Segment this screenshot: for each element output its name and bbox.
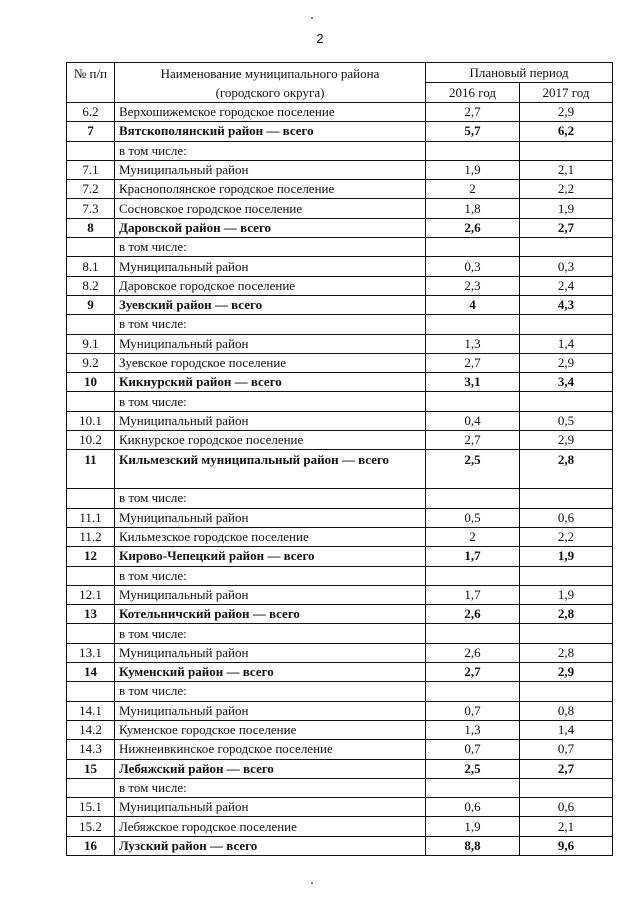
row-value-2017: 0,3 (520, 257, 613, 276)
scan-speck (311, 17, 313, 19)
row-number: 11.1 (67, 508, 115, 527)
row-value-2016: 2,5 (426, 759, 520, 778)
row-value-2016: 2,5 (426, 450, 520, 489)
row-number: 13.1 (67, 643, 115, 662)
row-value-2017: 0,6 (520, 508, 613, 527)
row-name: в том числе: (115, 778, 426, 797)
row-number: 7.2 (67, 180, 115, 199)
row-number: 10 (67, 373, 115, 392)
row-value-2016: 0,4 (426, 411, 520, 430)
row-name: Муниципальный район (115, 798, 426, 817)
table-row (67, 257, 613, 276)
row-name: Куменское городское поселение (115, 720, 426, 739)
table-row (67, 624, 613, 643)
row-number (67, 238, 115, 257)
table-row (67, 141, 613, 160)
table-row (67, 103, 613, 122)
row-number (67, 624, 115, 643)
table-row (67, 373, 613, 392)
table-row (67, 508, 613, 527)
row-name: Муниципальный район (115, 257, 426, 276)
row-value-2017: 2,8 (520, 643, 613, 662)
row-number (67, 682, 115, 701)
row-number: 15 (67, 759, 115, 778)
row-value-2017: 1,9 (520, 199, 613, 218)
row-name: Кильмезское городское поселение (115, 527, 426, 546)
table-row (67, 817, 613, 836)
header-name (115, 63, 426, 103)
row-name: Вятскополянский район — всего (115, 122, 426, 141)
table-row (67, 411, 613, 430)
row-number: 9.1 (67, 334, 115, 353)
header-year-2017: 2017 год (520, 83, 613, 103)
row-value-2016 (426, 315, 520, 334)
row-name: в том числе: (115, 315, 426, 334)
row-name: Муниципальный район (115, 508, 426, 527)
row-number: 6.2 (67, 103, 115, 122)
table-row (67, 836, 613, 855)
table-row (67, 759, 613, 778)
row-number (67, 392, 115, 411)
row-value-2016: 1,3 (426, 334, 520, 353)
row-number: 7 (67, 122, 115, 141)
row-value-2016: 1,7 (426, 585, 520, 604)
row-value-2017 (520, 238, 613, 257)
row-value-2017: 2,4 (520, 276, 613, 295)
table-row (67, 605, 613, 624)
row-value-2017 (520, 489, 613, 508)
row-value-2016: 1,3 (426, 720, 520, 739)
row-number (67, 566, 115, 585)
row-name: Краснополянское городское поселение (115, 180, 426, 199)
row-name: Зуевский район — всего (115, 295, 426, 314)
row-number: 8.1 (67, 257, 115, 276)
row-number: 15.1 (67, 798, 115, 817)
row-value-2016: 2 (426, 180, 520, 199)
row-value-2017: 2,1 (520, 160, 613, 179)
row-name: в том числе: (115, 624, 426, 643)
row-number: 14.1 (67, 701, 115, 720)
table-row (67, 218, 613, 237)
row-value-2016 (426, 624, 520, 643)
row-name: Кильмезский муниципальный район — всего (115, 450, 426, 489)
row-name: Котельничский район — всего (115, 605, 426, 624)
row-value-2016 (426, 566, 520, 585)
header-name-line1: Наименование муниципального района (160, 66, 380, 81)
row-value-2017: 2,9 (520, 353, 613, 372)
row-value-2016: 1,7 (426, 547, 520, 566)
row-value-2017 (520, 624, 613, 643)
row-value-2016: 2 (426, 527, 520, 546)
row-number: 16 (67, 836, 115, 855)
table-row (67, 798, 613, 817)
row-name: Муниципальный район (115, 643, 426, 662)
row-number: 8.2 (67, 276, 115, 295)
table-row (67, 450, 613, 489)
row-value-2017: 0,8 (520, 701, 613, 720)
table-row (67, 238, 613, 257)
row-value-2016: 0,6 (426, 798, 520, 817)
table-row (67, 295, 613, 314)
row-name: в том числе: (115, 392, 426, 411)
row-value-2017: 2,8 (520, 450, 613, 489)
table-row (67, 720, 613, 739)
row-value-2016: 2,7 (426, 431, 520, 450)
row-value-2017: 2,2 (520, 527, 613, 546)
row-value-2016 (426, 682, 520, 701)
row-name: Муниципальный район (115, 411, 426, 430)
row-number: 12.1 (67, 585, 115, 604)
row-value-2016: 2,6 (426, 218, 520, 237)
row-value-2017: 9,6 (520, 836, 613, 855)
row-value-2016: 2,6 (426, 605, 520, 624)
row-number: 13 (67, 605, 115, 624)
row-number: 8 (67, 218, 115, 237)
row-value-2017: 1,9 (520, 585, 613, 604)
row-name: Лузский район — всего (115, 836, 426, 855)
table-row (67, 701, 613, 720)
row-number: 14.2 (67, 720, 115, 739)
row-value-2017: 2,9 (520, 103, 613, 122)
table-row (67, 489, 613, 508)
row-value-2017: 2,7 (520, 759, 613, 778)
header-year-2016: 2016 год (426, 83, 520, 103)
header-name-line2: (городского округа) (215, 85, 325, 100)
table-row (67, 682, 613, 701)
row-number: 15.2 (67, 817, 115, 836)
row-name: Кирово-Чепецкий район — всего (115, 547, 426, 566)
row-value-2017: 2,7 (520, 218, 613, 237)
row-name: в том числе: (115, 489, 426, 508)
row-value-2017: 3,4 (520, 373, 613, 392)
table-row (67, 527, 613, 546)
row-number: 11.2 (67, 527, 115, 546)
row-number: 12 (67, 547, 115, 566)
row-value-2017: 4,3 (520, 295, 613, 314)
row-number: 9.2 (67, 353, 115, 372)
row-name: Даровское городское поселение (115, 276, 426, 295)
row-value-2016: 2,7 (426, 353, 520, 372)
row-value-2016 (426, 141, 520, 160)
row-value-2016: 0,5 (426, 508, 520, 527)
row-value-2017 (520, 315, 613, 334)
row-number: 14.3 (67, 740, 115, 759)
row-value-2017: 2,2 (520, 180, 613, 199)
row-value-2016 (426, 392, 520, 411)
row-name: Даровской район — всего (115, 218, 426, 237)
row-number: 7.1 (67, 160, 115, 179)
page-number: 2 (316, 31, 324, 46)
row-value-2017 (520, 392, 613, 411)
table-row (67, 199, 613, 218)
row-name: Куменский район — всего (115, 663, 426, 682)
row-number: 9 (67, 295, 115, 314)
table-row (67, 180, 613, 199)
row-value-2017: 0,6 (520, 798, 613, 817)
row-value-2017: 1,4 (520, 720, 613, 739)
row-name: в том числе: (115, 566, 426, 585)
row-value-2017 (520, 566, 613, 585)
row-value-2016: 2,6 (426, 643, 520, 662)
row-name: Сосновское городское поселение (115, 199, 426, 218)
row-value-2016 (426, 238, 520, 257)
table-row (67, 740, 613, 759)
row-name: Лебяжское городское поселение (115, 817, 426, 836)
row-value-2016: 0,7 (426, 701, 520, 720)
row-name: Лебяжский район — всего (115, 759, 426, 778)
row-value-2016 (426, 489, 520, 508)
table-row (67, 122, 613, 141)
row-value-2017: 2,1 (520, 817, 613, 836)
row-value-2016: 4 (426, 295, 520, 314)
row-value-2016: 0,3 (426, 257, 520, 276)
table-row (67, 778, 613, 797)
row-value-2017: 6,2 (520, 122, 613, 141)
row-name: Кикнурский район — всего (115, 373, 426, 392)
row-value-2016: 0,7 (426, 740, 520, 759)
row-value-2017: 2,8 (520, 605, 613, 624)
row-value-2017 (520, 778, 613, 797)
row-name: Нижнеивкинское городское поселение (115, 740, 426, 759)
table-row (67, 392, 613, 411)
row-name: Муниципальный район (115, 160, 426, 179)
row-value-2016: 2,3 (426, 276, 520, 295)
row-number: 14 (67, 663, 115, 682)
budget-table (66, 62, 613, 856)
table-body (67, 103, 613, 856)
row-value-2016: 1,9 (426, 817, 520, 836)
row-name: Зуевское городское поселение (115, 353, 426, 372)
row-number (67, 778, 115, 797)
row-value-2016: 3,1 (426, 373, 520, 392)
row-number: 11 (67, 450, 115, 489)
scan-speck (311, 882, 313, 884)
table-row (67, 643, 613, 662)
row-name: Муниципальный район (115, 334, 426, 353)
table-row (67, 431, 613, 450)
row-value-2017: 0,7 (520, 740, 613, 759)
row-name: Кикнурское городское поселение (115, 431, 426, 450)
table-row (67, 585, 613, 604)
table-row (67, 566, 613, 585)
row-number (67, 141, 115, 160)
row-number: 10.1 (67, 411, 115, 430)
row-name: Муниципальный район (115, 585, 426, 604)
row-name: в том числе: (115, 141, 426, 160)
row-name: Верхошижемское городское поселение (115, 103, 426, 122)
row-value-2016: 2,7 (426, 103, 520, 122)
row-value-2017: 0,5 (520, 411, 613, 430)
row-value-2017: 1,9 (520, 547, 613, 566)
row-value-2017: 2,9 (520, 431, 613, 450)
row-value-2017: 2,9 (520, 663, 613, 682)
row-value-2016: 1,9 (426, 160, 520, 179)
table-row (67, 315, 613, 334)
table-row (67, 663, 613, 682)
table-header (67, 63, 613, 103)
table-row (67, 160, 613, 179)
row-number: 10.2 (67, 431, 115, 450)
table-row (67, 276, 613, 295)
row-number: 7.3 (67, 199, 115, 218)
header-period: Плановый период (426, 63, 613, 83)
row-value-2016 (426, 778, 520, 797)
row-value-2016: 8,8 (426, 836, 520, 855)
row-number (67, 489, 115, 508)
table-row (67, 353, 613, 372)
row-value-2016: 5,7 (426, 122, 520, 141)
row-name: в том числе: (115, 682, 426, 701)
row-value-2016: 1,8 (426, 199, 520, 218)
row-value-2017 (520, 682, 613, 701)
row-name: в том числе: (115, 238, 426, 257)
table-row (67, 334, 613, 353)
row-name: Муниципальный район (115, 701, 426, 720)
row-value-2017: 1,4 (520, 334, 613, 353)
row-value-2017 (520, 141, 613, 160)
row-value-2016: 2,7 (426, 663, 520, 682)
header-num: № п/п (67, 63, 115, 103)
table-row (67, 547, 613, 566)
row-number (67, 315, 115, 334)
